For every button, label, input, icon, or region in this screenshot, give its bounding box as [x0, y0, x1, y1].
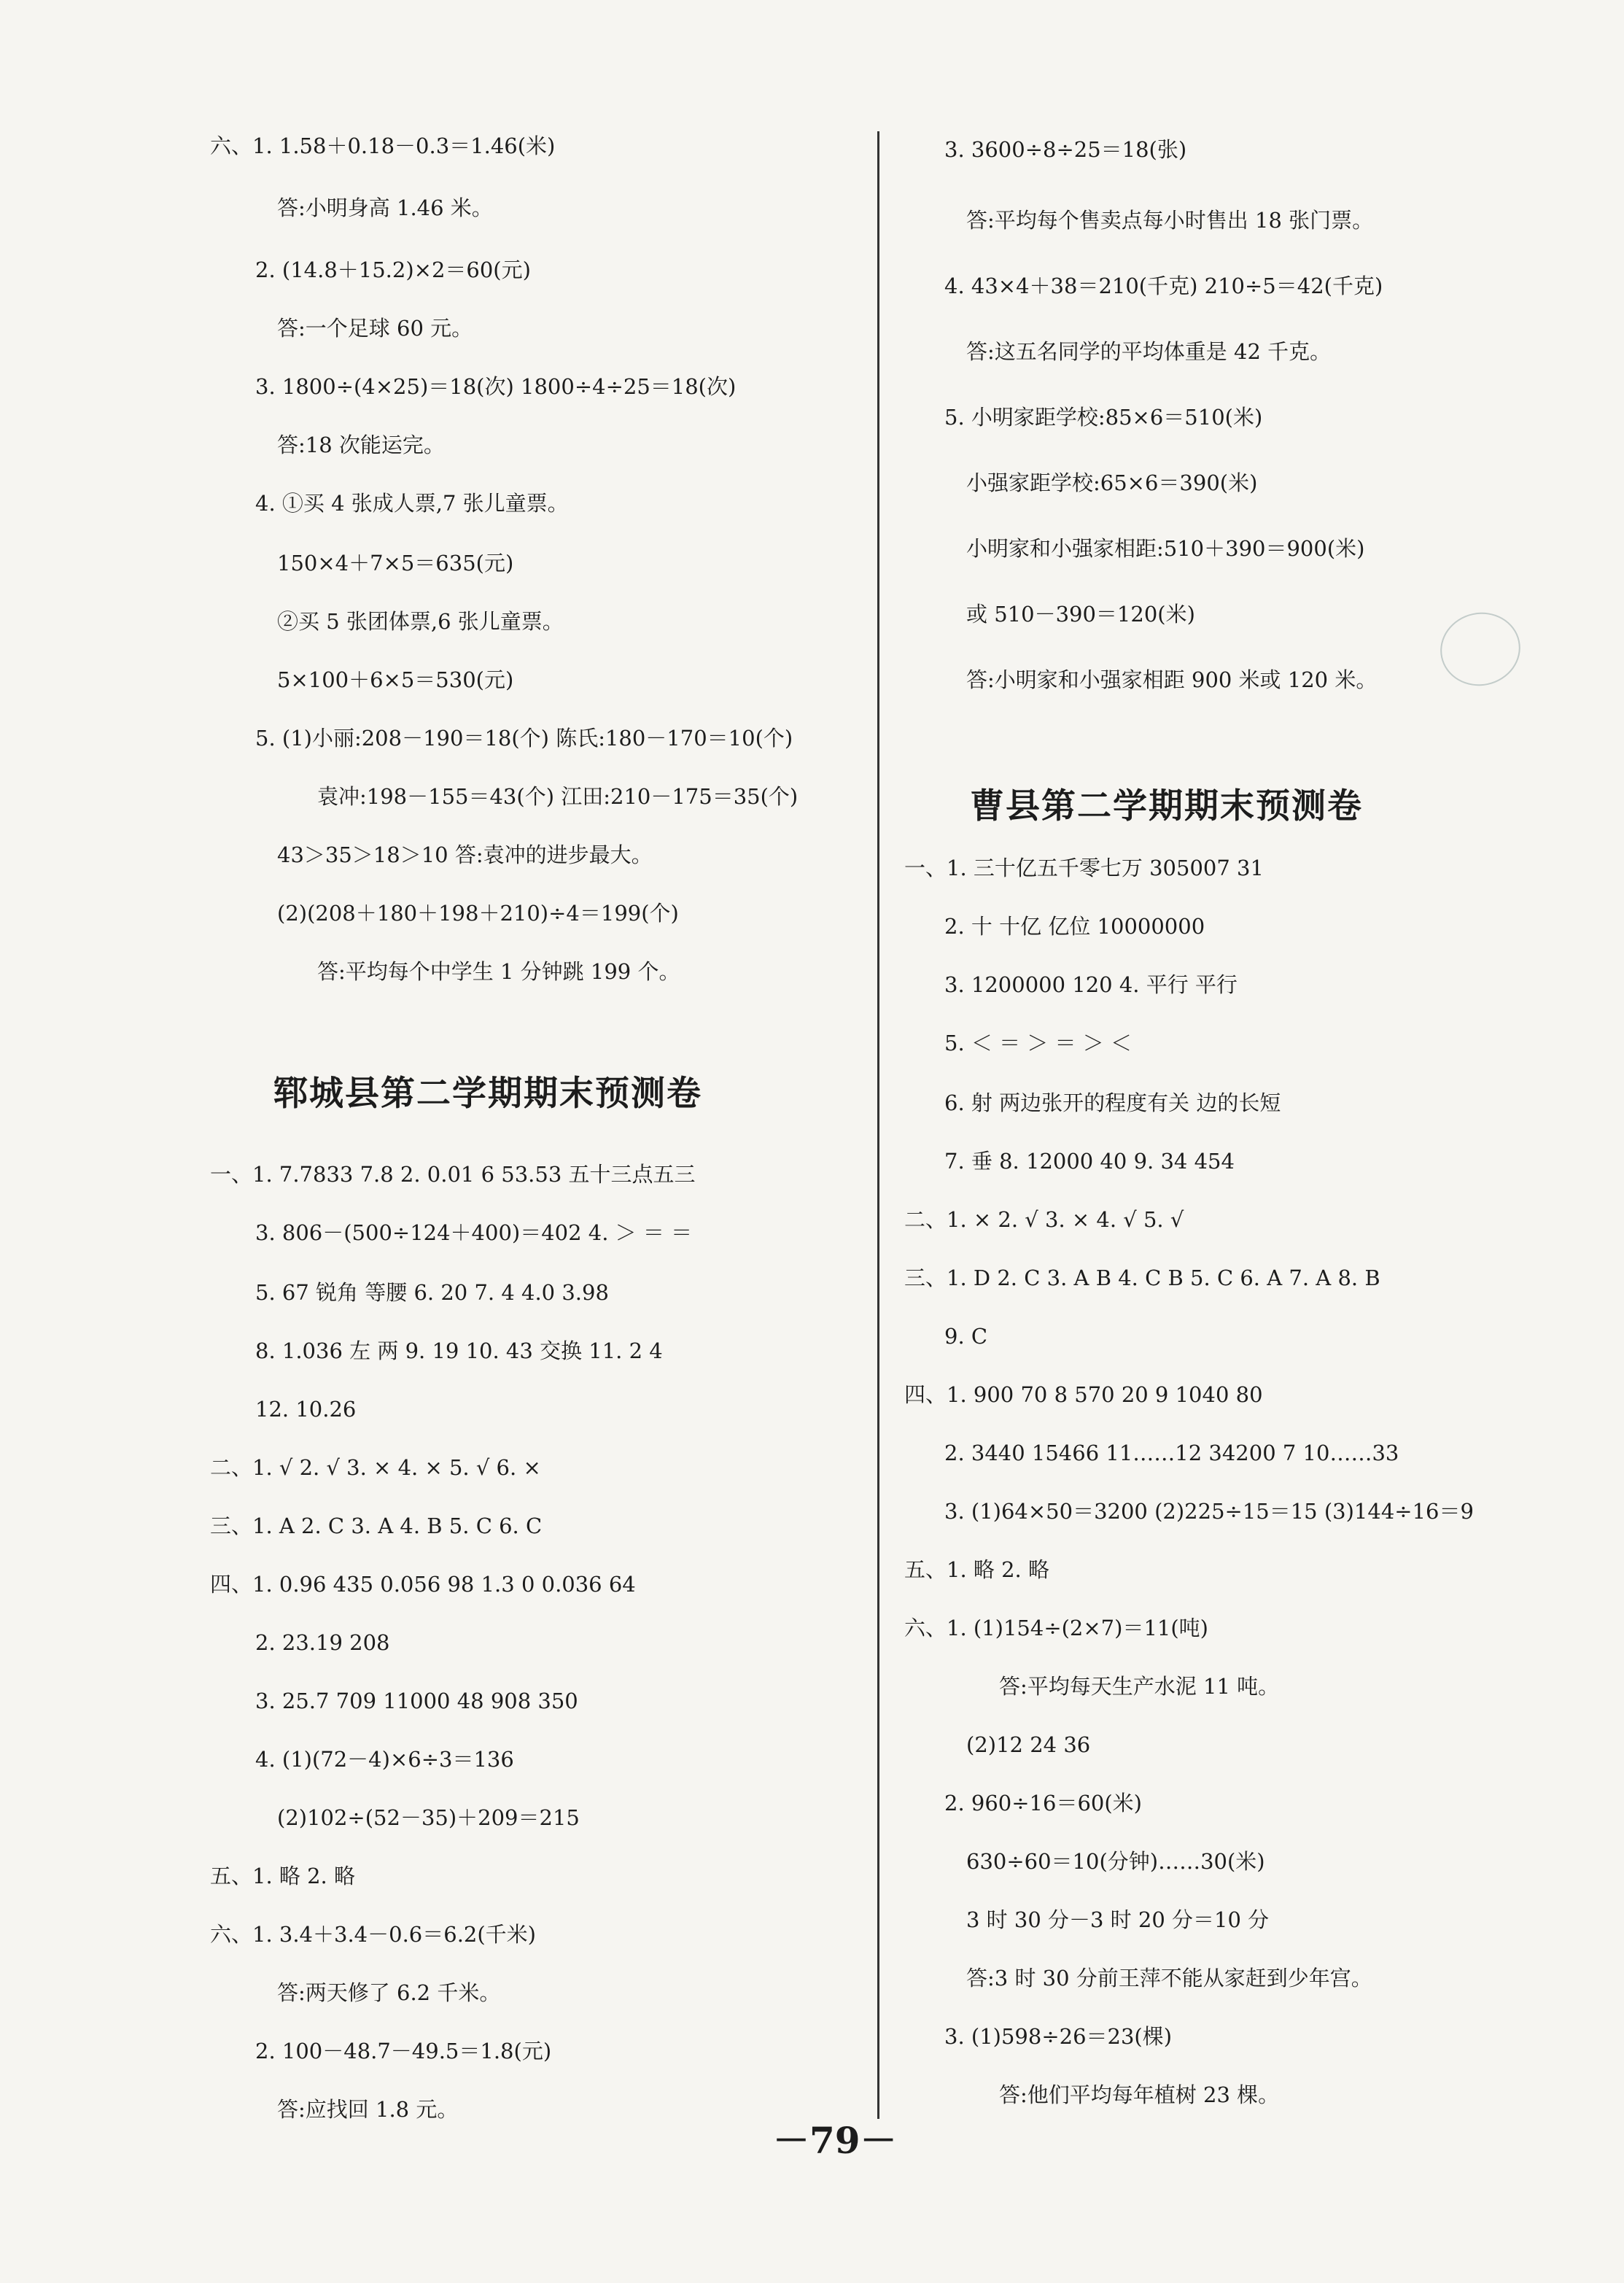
answer-line: 答:3 时 30 分前王萍不能从家赶到少年宫。 — [966, 1966, 1372, 1991]
answer-line: 二、1. √ 2. √ 3. × 4. × 5. √ 6. × — [210, 1455, 541, 1480]
answer-line: 六、1. (1)154÷(2×7)＝11(吨) — [904, 1616, 1208, 1640]
answer-line: 答:小明身高 1.46 米。 — [277, 195, 493, 220]
answer-line: 2. 960÷16＝60(米) — [944, 1791, 1142, 1815]
answer-line: 4. ①买 4 张成人票,7 张儿童票。 — [255, 491, 569, 516]
answer-line: 150×4＋7×5＝635(元) — [277, 551, 514, 575]
answer-line: 二、1. × 2. √ 3. × 4. √ 5. √ — [904, 1207, 1184, 1232]
answer-line: 2. 23.19 208 — [255, 1630, 390, 1655]
answer-line: 四、1. 0.96 435 0.056 98 1.3 0 0.036 64 — [210, 1572, 636, 1597]
answer-line: 袁冲:198－155＝43(个) 江田:210－175＝35(个) — [317, 784, 799, 809]
answer-line: 答:应找回 1.8 元。 — [277, 2097, 459, 2122]
answer-line: 小明家和小强家相距:510＋390＝900(米) — [966, 536, 1365, 561]
answer-line: 一、1. 三十亿五千零七万 305007 31 — [904, 856, 1264, 880]
answer-line: 5. 67 锐角 等腰 6. 20 7. 4 4.0 3.98 — [255, 1280, 609, 1305]
answer-line: 或 510－390＝120(米) — [966, 602, 1195, 627]
answer-line: 答:18 次能运完。 — [277, 433, 445, 457]
answer-line: 答:小明家和小强家相距 900 米或 120 米。 — [966, 667, 1378, 692]
answer-line: 答:他们平均每年植树 23 棵。 — [999, 2082, 1280, 2107]
answer-line: 五、1. 略 2. 略 — [904, 1557, 1049, 1582]
answer-line: 3. 1200000 120 4. 平行 平行 — [944, 972, 1238, 997]
answer-line: 答:平均每个中学生 1 分钟跳 199 个。 — [317, 959, 680, 984]
answer-line: 630÷60＝10(分钟)……30(米) — [966, 1849, 1265, 1874]
answer-line: 答:两天修了 6.2 千米。 — [277, 1980, 501, 2005]
answer-line: 答:平均每天生产水泥 11 吨。 — [999, 1674, 1280, 1699]
answer-line: 2. 3440 15466 11……12 34200 7 10……33 — [944, 1441, 1399, 1465]
answer-line: 五、1. 略 2. 略 — [210, 1864, 355, 1888]
answer-line: 2. (14.8＋15.2)×2＝60(元) — [255, 257, 531, 282]
section-title: 曹县第二学期期末预测卷 — [970, 786, 1363, 826]
answer-line: (2)(208＋180＋198＋210)÷4＝199(个) — [277, 901, 679, 926]
answer-line: 3. 1800÷(4×25)＝18(次) 1800÷4÷25＝18(次) — [255, 374, 737, 399]
answer-line: 三、1. A 2. C 3. A 4. B 5. C 6. C — [210, 1513, 543, 1538]
answer-line: 43＞35＞18＞10 答:袁冲的进步最大。 — [277, 842, 653, 867]
answer-line: 9. C — [944, 1324, 988, 1349]
answer-line: (2)12 24 36 — [966, 1732, 1091, 1757]
answer-line: 3. (1)64×50＝3200 (2)225÷15＝15 (3)144÷16＝9 — [944, 1499, 1474, 1524]
answer-line: 答:这五名同学的平均体重是 42 千克。 — [966, 339, 1332, 364]
answer-line: 5×100＋6×5＝530(元) — [277, 667, 514, 692]
answer-line: 答:平均每个售卖点每小时售出 18 张门票。 — [966, 208, 1374, 233]
answer-line: 3. 3600÷8÷25＝18(张) — [944, 137, 1187, 162]
answer-line: 3. 806－(500÷124＋400)＝402 4. ＞ ＝ ＝ — [255, 1220, 693, 1245]
answer-line: 7. 垂 8. 12000 40 9. 34 454 — [944, 1149, 1235, 1174]
answer-line: 4. (1)(72－4)×6÷3＝136 — [255, 1747, 514, 1772]
answer-line: 四、1. 900 70 8 570 20 9 1040 80 — [904, 1382, 1263, 1407]
answer-line: 2. 十 十亿 亿位 10000000 — [944, 914, 1205, 939]
answer-line: 六、1. 1.58＋0.18－0.3＝1.46(米) — [210, 133, 556, 158]
answer-line: 小强家距学校:65×6＝390(米) — [966, 470, 1258, 495]
answer-line: 答:一个足球 60 元。 — [277, 316, 473, 341]
answer-line: 4. 43×4＋38＝210(千克) 210÷5＝42(千克) — [944, 274, 1383, 298]
answer-line: 5. ＜ ＝ ＞ ＝ ＞ ＜ — [944, 1031, 1132, 1055]
answer-line: 5. (1)小丽:208－190＝18(个) 陈氏:180－170＝10(个) — [255, 726, 793, 751]
answer-line: 12. 10.26 — [255, 1397, 357, 1422]
answer-line: 8. 1.036 左 两 9. 19 10. 43 交换 11. 2 4 — [255, 1338, 663, 1363]
answer-line: 2. 100－48.7－49.5＝1.8(元) — [255, 2039, 552, 2063]
answer-line: 一、1. 7.7833 7.8 2. 0.01 6 53.53 五十三点五三 — [210, 1162, 696, 1187]
answer-line: 5. 小明家距学校:85×6＝510(米) — [944, 405, 1263, 430]
answer-line: 3. 25.7 709 11000 48 908 350 — [255, 1689, 578, 1713]
page-number: －79－ — [773, 2119, 897, 2162]
answer-line: 6. 射 两边张开的程度有关 边的长短 — [944, 1090, 1281, 1115]
answer-line: 三、1. D 2. C 3. A B 4. C B 5. C 6. A 7. A 8. B — [904, 1265, 1380, 1290]
section-title: 郓城县第二学期期末预测卷 — [273, 1074, 702, 1114]
answer-line: (2)102÷(52－35)＋209＝215 — [277, 1805, 580, 1830]
answer-line: 3. (1)598÷26＝23(棵) — [944, 2024, 1173, 2049]
column-divider — [877, 131, 879, 2119]
answer-line: 六、1. 3.4＋3.4－0.6＝6.2(千米) — [210, 1922, 536, 1947]
stamp-mark — [1434, 605, 1527, 694]
answer-line: ②买 5 张团体票,6 张儿童票。 — [277, 609, 564, 634]
answer-line: 3 时 30 分－3 时 20 分＝10 分 — [966, 1907, 1270, 1932]
